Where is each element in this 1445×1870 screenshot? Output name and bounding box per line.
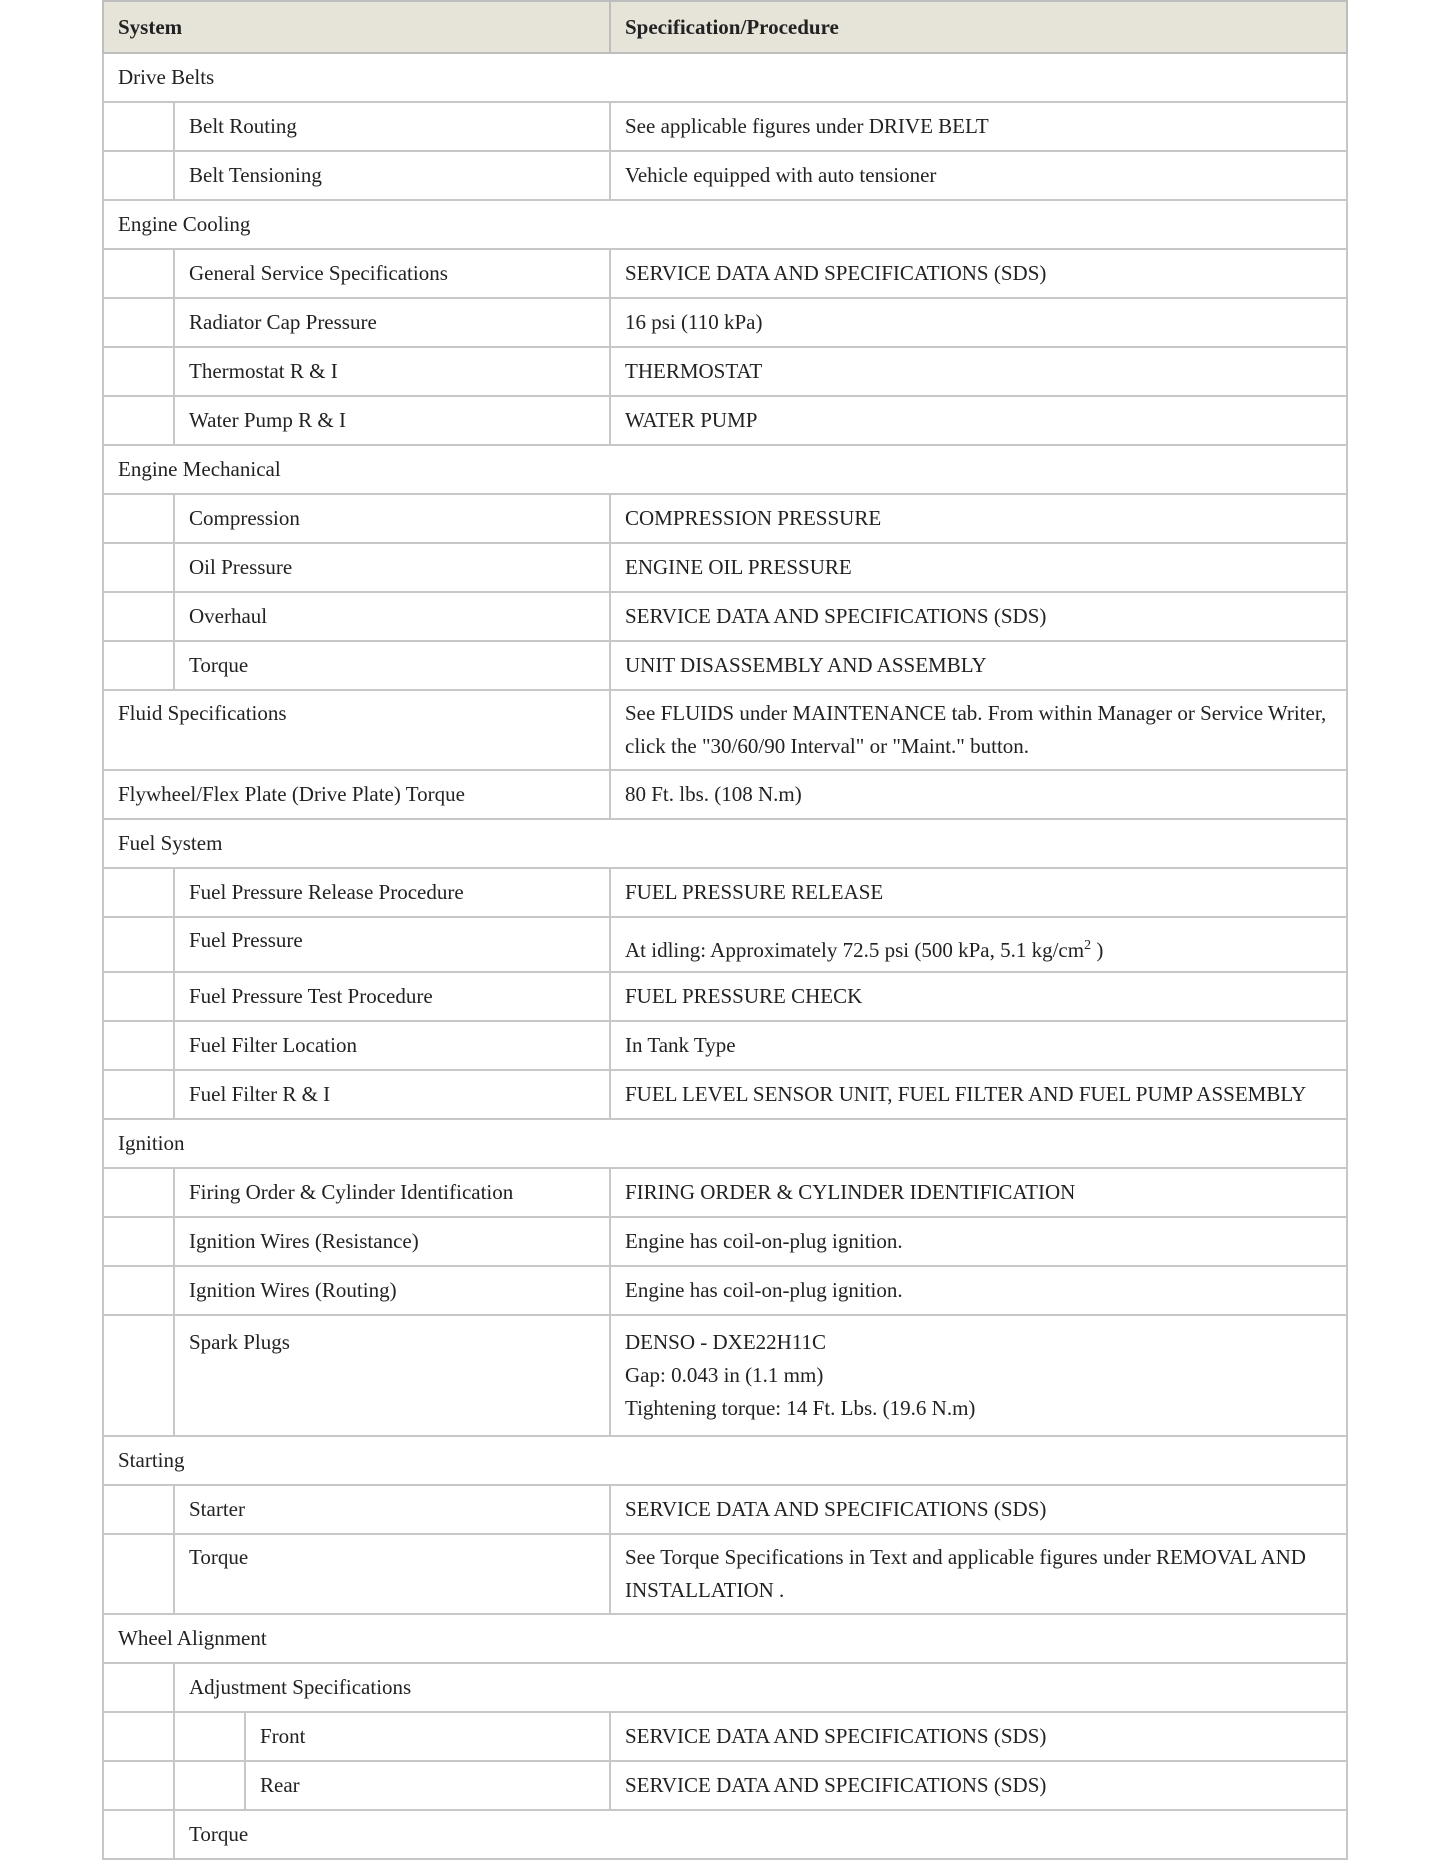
column-header-system: System (103, 1, 610, 53)
section-title-wheel-alignment: Wheel Alignment (103, 1614, 1347, 1663)
table-row (103, 917, 1347, 972)
indent-cell (103, 592, 174, 641)
indent-cell (103, 1534, 174, 1614)
row-label: General Service Specifications (174, 249, 610, 298)
row-value: FUEL PRESSURE CHECK (610, 972, 1347, 1021)
indent-cell (103, 347, 174, 396)
indent-cell (103, 102, 174, 151)
indent-cell (103, 1217, 174, 1266)
indent-cell (103, 396, 174, 445)
row-value: Engine has coil-on-plug ignition. (610, 1266, 1347, 1315)
indent-cell (103, 298, 174, 347)
row-value: WATER PUMP (610, 396, 1347, 445)
row-label: Ignition Wires (Resistance) (174, 1217, 610, 1266)
row-label: Firing Order & Cylinder Identification (174, 1168, 610, 1217)
section-row (103, 819, 1347, 868)
indent-cell (103, 1663, 174, 1712)
table-row (103, 592, 1347, 641)
section-row (103, 1119, 1347, 1168)
indent-cell (103, 543, 174, 592)
table-row (103, 1534, 1347, 1614)
indent-cell (103, 1485, 174, 1534)
table-row (103, 1168, 1347, 1217)
row-value: See Torque Specifications in Text and applicable figures under REMOVAL AND INSTALLATION . (610, 1534, 1347, 1614)
table-row (103, 1315, 1347, 1436)
specification-table (102, 0, 1348, 1860)
indent-cell (103, 1266, 174, 1315)
table-row (103, 868, 1347, 917)
row-label: Oil Pressure (174, 543, 610, 592)
row-value (610, 1315, 1347, 1436)
column-header-spec: Specification/Procedure (610, 1, 1347, 53)
indent-cell (103, 972, 174, 1021)
table-row (103, 494, 1347, 543)
table-row (103, 151, 1347, 200)
section-row (103, 1614, 1347, 1663)
table-row (103, 1712, 1347, 1761)
row-label: Fuel Filter R & I (174, 1070, 610, 1119)
section-title-engine-cooling: Engine Cooling (103, 200, 1347, 249)
indent-cell (103, 868, 174, 917)
table-row (103, 641, 1347, 690)
row-value: 80 Ft. lbs. (108 N.m) (610, 770, 1347, 819)
table-row (103, 1663, 1347, 1712)
section-row (103, 445, 1347, 494)
row-label: Water Pump R & I (174, 396, 610, 445)
row-label: Starter (174, 1485, 610, 1534)
row-value: SERVICE DATA AND SPECIFICATIONS (SDS) (610, 249, 1347, 298)
row-label: Thermostat R & I (174, 347, 610, 396)
table-row (103, 690, 1347, 770)
row-value: 16 psi (110 kPa) (610, 298, 1347, 347)
section-title-ignition: Ignition (103, 1119, 1347, 1168)
table-header-row (103, 1, 1347, 53)
indent-cell (174, 1712, 245, 1761)
section-row (103, 1436, 1347, 1485)
indent-cell (103, 1021, 174, 1070)
table-row (103, 1217, 1347, 1266)
row-label: Overhaul (174, 592, 610, 641)
table-row (103, 1761, 1347, 1810)
row-value: SERVICE DATA AND SPECIFICATIONS (SDS) (610, 592, 1347, 641)
indent-cell (103, 494, 174, 543)
table-row (103, 770, 1347, 819)
row-label: Fuel Pressure Test Procedure (174, 972, 610, 1021)
row-value: SERVICE DATA AND SPECIFICATIONS (SDS) (610, 1712, 1347, 1761)
row-label: Radiator Cap Pressure (174, 298, 610, 347)
section-title-fuel-system: Fuel System (103, 819, 1347, 868)
indent-cell (174, 1761, 245, 1810)
subsection-title: Adjustment Specifications (174, 1663, 1347, 1712)
row-label: Fuel Pressure Release Procedure (174, 868, 610, 917)
row-value: SERVICE DATA AND SPECIFICATIONS (SDS) (610, 1485, 1347, 1534)
row-value: THERMOSTAT (610, 347, 1347, 396)
row-value: FIRING ORDER & CYLINDER IDENTIFICATION (610, 1168, 1347, 1217)
row-value: Engine has coil-on-plug ignition. (610, 1217, 1347, 1266)
spark-plug-torque: Tightening torque: 14 Ft. Lbs. (19.6 N.m) (625, 1396, 976, 1420)
table-row (103, 972, 1347, 1021)
table-row (103, 396, 1347, 445)
row-label: Front (245, 1712, 610, 1761)
indent-cell (103, 641, 174, 690)
row-label: Fuel Pressure (174, 917, 610, 972)
table-row (103, 298, 1347, 347)
section-title-starting: Starting (103, 1436, 1347, 1485)
row-label: Ignition Wires (Routing) (174, 1266, 610, 1315)
section-title-drive-belts: Drive Belts (103, 53, 1347, 102)
table-row (103, 1021, 1347, 1070)
row-value: ENGINE OIL PRESSURE (610, 543, 1347, 592)
table-row (103, 1070, 1347, 1119)
row-value: SERVICE DATA AND SPECIFICATIONS (SDS) (610, 1761, 1347, 1810)
row-label: Spark Plugs (174, 1315, 610, 1436)
indent-cell (103, 1761, 174, 1810)
row-value: COMPRESSION PRESSURE (610, 494, 1347, 543)
indent-cell (103, 1070, 174, 1119)
row-value: Vehicle equipped with auto tensioner (610, 151, 1347, 200)
row-label: Fuel Filter Location (174, 1021, 610, 1070)
row-value: In Tank Type (610, 1021, 1347, 1070)
superscript: 2 (1084, 938, 1092, 953)
spark-plug-gap: Gap: 0.043 in (1.1 mm) (625, 1363, 824, 1387)
row-label: Rear (245, 1761, 610, 1810)
row-label: Compression (174, 494, 610, 543)
table-row (103, 102, 1347, 151)
row-label: Belt Tensioning (174, 151, 610, 200)
fuel-pressure-text: At idling: Approximately 72.5 psi (500 kPa, 5.1 kg/cm (625, 938, 1085, 962)
table-row (103, 1485, 1347, 1534)
indent-cell (103, 1712, 174, 1761)
table-row (103, 347, 1347, 396)
indent-cell (103, 1810, 174, 1859)
row-value: See FLUIDS under MAINTENANCE tab. From within Manager or Service Writer, click the "30/60/90 Interval" or "Maint." button. (610, 690, 1347, 770)
table-row (103, 543, 1347, 592)
spark-plug-model: DENSO - DXE22H11C (625, 1330, 827, 1354)
table-row (103, 1810, 1347, 1859)
indent-cell (103, 1315, 174, 1436)
row-value: UNIT DISASSEMBLY AND ASSEMBLY (610, 641, 1347, 690)
row-value: See applicable figures under DRIVE BELT (610, 102, 1347, 151)
section-row (103, 53, 1347, 102)
row-value: FUEL PRESSURE RELEASE (610, 868, 1347, 917)
row-label: Torque (174, 1810, 1347, 1859)
section-title-engine-mechanical: Engine Mechanical (103, 445, 1347, 494)
indent-cell (103, 249, 174, 298)
row-value: FUEL LEVEL SENSOR UNIT, FUEL FILTER AND FUEL PUMP ASSEMBLY (610, 1070, 1347, 1119)
row-value (610, 917, 1347, 972)
row-label: Flywheel/Flex Plate (Drive Plate) Torque (103, 770, 610, 819)
row-label: Torque (174, 1534, 610, 1614)
section-row (103, 200, 1347, 249)
row-label: Torque (174, 641, 610, 690)
indent-cell (103, 917, 174, 972)
indent-cell (103, 151, 174, 200)
row-label: Belt Routing (174, 102, 610, 151)
fuel-pressure-text-end: ) (1091, 938, 1104, 962)
table-row (103, 1266, 1347, 1315)
table-row (103, 249, 1347, 298)
row-label: Fluid Specifications (103, 690, 610, 770)
indent-cell (103, 1168, 174, 1217)
